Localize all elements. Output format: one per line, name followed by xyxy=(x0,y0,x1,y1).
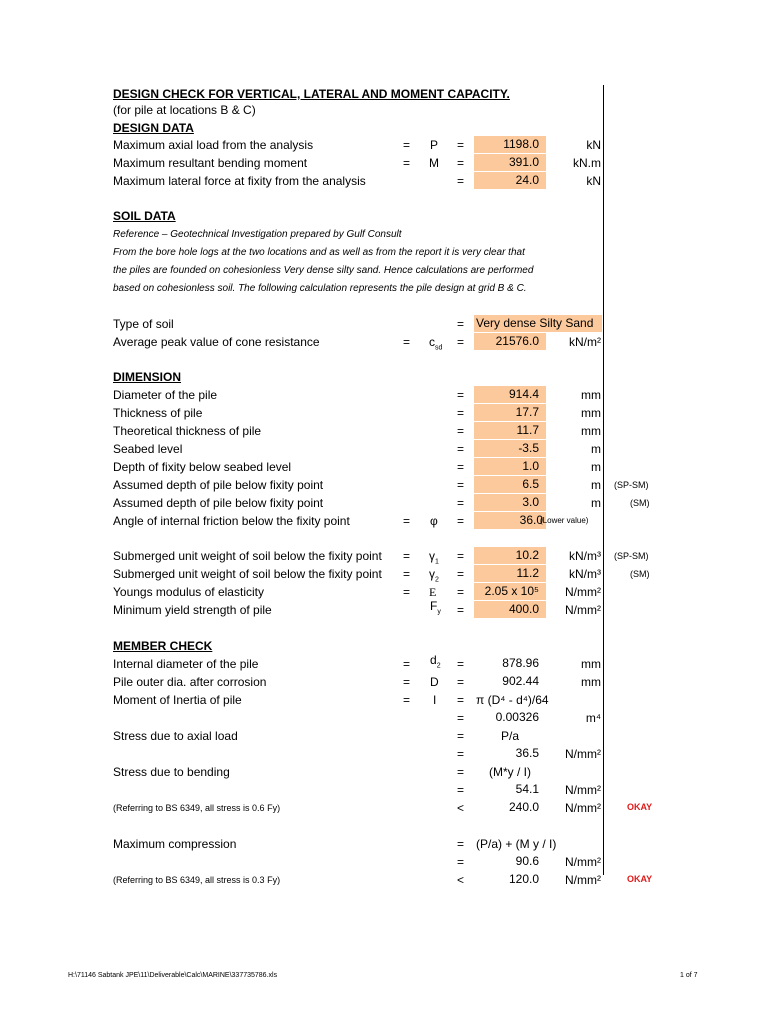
row-label: Assumed depth of pile below fixity point xyxy=(113,478,324,492)
row-value: 10.2 xyxy=(474,547,546,564)
i-symbol: I xyxy=(433,693,437,707)
column-divider xyxy=(603,85,604,875)
row-eq: = xyxy=(457,406,465,420)
row-symbol: M xyxy=(429,156,439,170)
row-sym-eq: = xyxy=(403,335,411,349)
row-unit: m xyxy=(591,496,601,510)
row-eq: = xyxy=(457,317,465,331)
row-lt: < xyxy=(457,873,465,887)
row-sym-eq: = xyxy=(403,138,411,152)
row-eq: = xyxy=(457,765,465,779)
soil-reference: Reference – Geotechnical Investigation prepared by Gulf Consult xyxy=(113,229,402,240)
row-value: 11.7 xyxy=(474,422,546,439)
row-eq: = xyxy=(457,747,465,761)
file-path: H:\71146 Sabtank JPE\11\Deliverable\Calc\MARINE\337735786.xls xyxy=(68,972,278,979)
page-number: 1 of 7 xyxy=(680,972,698,979)
soil-class-note: (SP-SM) xyxy=(614,480,649,490)
row-eq: = xyxy=(457,496,465,510)
row-sym-eq: = xyxy=(403,675,411,689)
page-title: DESIGN CHECK FOR VERTICAL, LATERAL AND MOMENT CAPACITY. xyxy=(113,87,510,101)
d2-symbol: $d_2$ xyxy=(430,653,441,670)
fy-symbol: $F_y$ xyxy=(430,599,441,616)
row-eq: = xyxy=(457,478,465,492)
row-label: Diameter of the pile xyxy=(113,388,218,402)
row-label: Thickness of pile xyxy=(113,406,203,420)
row-label: Maximum compression xyxy=(113,837,237,851)
row-value: 1.0 xyxy=(474,458,546,475)
row-eq: = xyxy=(457,335,465,349)
row-value: 11.2 xyxy=(474,565,546,582)
row-value: 914.4 xyxy=(474,386,546,403)
design-data-header: DESIGN DATA xyxy=(113,121,194,135)
row-eq: = xyxy=(457,424,465,438)
row-label: Youngs modulus of elasticity xyxy=(113,585,264,599)
row-eq: = xyxy=(457,388,465,402)
row-eq: = xyxy=(457,675,465,689)
row-eq: = xyxy=(457,603,465,617)
row-unit: kN xyxy=(586,138,601,152)
row-value: 3.0 xyxy=(474,494,546,511)
row-label: Submerged unit weight of soil below the fixity point xyxy=(113,549,382,563)
okay-status: OKAY xyxy=(627,874,653,884)
row-unit: m xyxy=(591,442,601,456)
row-label: Moment of Inertia of pile xyxy=(113,693,242,707)
dimension-header: DIMENSION xyxy=(113,370,182,384)
e-symbol: E xyxy=(429,585,437,599)
row-unit: m xyxy=(591,478,601,492)
row-eq: = xyxy=(457,783,465,797)
row-label: Seabed level xyxy=(113,442,183,456)
row-eq: = xyxy=(457,837,465,851)
row-unit: kN/m² xyxy=(569,335,601,349)
row-label: Angle of internal friction below the fixity point xyxy=(113,514,350,528)
row-eq: = xyxy=(457,855,465,869)
row-label: Submerged unit weight of soil below the fixity point xyxy=(113,567,382,581)
formula: π (D⁴ - d⁴)/64 xyxy=(476,693,549,707)
row-value: 400.0 xyxy=(474,601,546,618)
row-value: 878.96 xyxy=(502,656,539,670)
row-label: Theoretical thickness of pile xyxy=(113,424,262,438)
row-label: Stress due to bending xyxy=(113,765,230,779)
gamma2-symbol: $\gamma_2$ xyxy=(429,567,439,584)
row-eq: = xyxy=(457,514,465,528)
formula: (P/a) + (M y / I) xyxy=(476,837,557,851)
row-label: Maximum lateral force at fixity from the analysis xyxy=(113,174,366,188)
row-label: Stress due to axial load xyxy=(113,729,238,743)
row-sym-eq: = xyxy=(403,156,411,170)
row-unit: mm xyxy=(581,406,601,420)
row-unit: kN/m³ xyxy=(569,567,601,581)
gamma1-symbol: $\gamma_1$ xyxy=(429,549,439,566)
row-eq: = xyxy=(457,693,465,707)
row-unit: kN xyxy=(586,174,601,188)
row-value: 21576.0 xyxy=(474,333,546,350)
row-label: Maximum resultant bending moment xyxy=(113,156,308,170)
row-lt: < xyxy=(457,801,465,815)
bs6349-reference: (Referring to BS 6349, all stress is 0.3 Fy) xyxy=(113,875,281,885)
row-unit: kN.m xyxy=(573,156,601,170)
soil-paragraph: From the bore hole logs at the two locations and as well as from the report it is very clear that xyxy=(113,247,525,258)
row-value: 54.1 xyxy=(515,782,539,796)
row-eq: = xyxy=(457,442,465,456)
row-label: Maximum axial load from the analysis xyxy=(113,138,314,152)
row-value: 6.5 xyxy=(474,476,546,493)
okay-status: OKAY xyxy=(627,802,653,812)
row-unit: m⁴ xyxy=(585,711,601,725)
row-label: Minimum yield strength of pile xyxy=(113,603,272,617)
row-sym-eq: = xyxy=(403,657,411,671)
row-eq: = xyxy=(457,156,465,170)
row-eq: = xyxy=(457,460,465,474)
row-value: 17.7 xyxy=(474,404,546,421)
soil-paragraph: the piles are founded on cohesionless Very dense silty sand. Hence calculations are performed xyxy=(113,265,534,276)
row-eq: = xyxy=(457,585,465,599)
row-unit: m xyxy=(591,460,601,474)
bs6349-reference: (Referring to BS 6349, all stress is 0.6 Fy) xyxy=(113,803,281,813)
row-value: 0.00326 xyxy=(495,710,539,724)
row-value: 2.05 x 10⁵ xyxy=(474,583,546,600)
row-eq: = xyxy=(457,174,465,188)
row-symbol: P xyxy=(430,138,439,152)
row-sym-eq: = xyxy=(403,514,411,528)
row-eq: = xyxy=(457,567,465,581)
row-value: 240.0 xyxy=(508,800,539,814)
row-label: Pile outer dia. after corrosion xyxy=(113,675,267,689)
row-unit: N/mm² xyxy=(565,585,601,599)
member-check-header: MEMBER CHECK xyxy=(113,639,213,653)
row-sym-eq: = xyxy=(403,693,411,707)
value-note: (Lower value) xyxy=(540,516,589,525)
row-unit: N/mm² xyxy=(565,873,601,887)
row-eq: = xyxy=(457,138,465,152)
row-eq: = xyxy=(457,549,465,563)
row-eq: = xyxy=(457,711,465,725)
soil-class-note: (SM) xyxy=(630,498,650,508)
row-value: 36.5 xyxy=(515,746,539,760)
row-value: 391.0 xyxy=(474,154,546,171)
phi-symbol: φ xyxy=(430,514,438,528)
row-unit: mm xyxy=(581,424,601,438)
row-label: Depth of fixity below seabed level xyxy=(113,460,292,474)
row-sym-eq: = xyxy=(403,549,411,563)
row-value: 902.44 xyxy=(502,674,539,688)
row-value: 120.0 xyxy=(508,872,539,886)
formula: (M*y / I) xyxy=(489,765,531,779)
row-eq: = xyxy=(457,657,465,671)
row-unit: mm xyxy=(581,388,601,402)
row-value: 24.0 xyxy=(474,172,546,189)
page-subtitle: (for pile at locations B & C) xyxy=(113,103,256,117)
row-label: Assumed depth of pile below fixity point xyxy=(113,496,324,510)
row-value: -3.5 xyxy=(474,440,546,457)
row-label: Average peak value of cone resistance xyxy=(113,335,320,349)
row-sym-eq: = xyxy=(403,567,411,581)
d-symbol: D xyxy=(430,675,439,689)
row-unit: N/mm² xyxy=(565,603,601,617)
row-unit: mm xyxy=(581,657,601,671)
soil-paragraph: based on cohesionless soil. The following calculation represents the pile design at grid B & C. xyxy=(113,283,527,294)
row-value: 90.6 xyxy=(515,854,539,868)
row-unit: N/mm² xyxy=(565,801,601,815)
soil-type-value: Very dense Silty Sand xyxy=(474,315,602,332)
soil-class-note: (SP-SM) xyxy=(614,551,649,561)
row-sym-eq: = xyxy=(403,585,411,599)
row-label: Internal diameter of the pile xyxy=(113,657,259,671)
row-unit: kN/m³ xyxy=(569,549,601,563)
row-unit: N/mm² xyxy=(565,855,601,869)
row-symbol: $c_{sd}$ xyxy=(429,335,443,352)
formula: P/a xyxy=(500,729,519,743)
soil-data-header: SOIL DATA xyxy=(113,209,176,223)
row-unit: mm xyxy=(581,675,601,689)
row-unit: N/mm² xyxy=(565,783,601,797)
row-label: Type of soil xyxy=(113,317,174,331)
row-value: 1198.0 xyxy=(474,136,546,153)
row-unit: N/mm² xyxy=(565,747,601,761)
row-value: 36.0 xyxy=(474,512,546,529)
row-eq: = xyxy=(457,729,465,743)
soil-class-note: (SM) xyxy=(630,569,650,579)
